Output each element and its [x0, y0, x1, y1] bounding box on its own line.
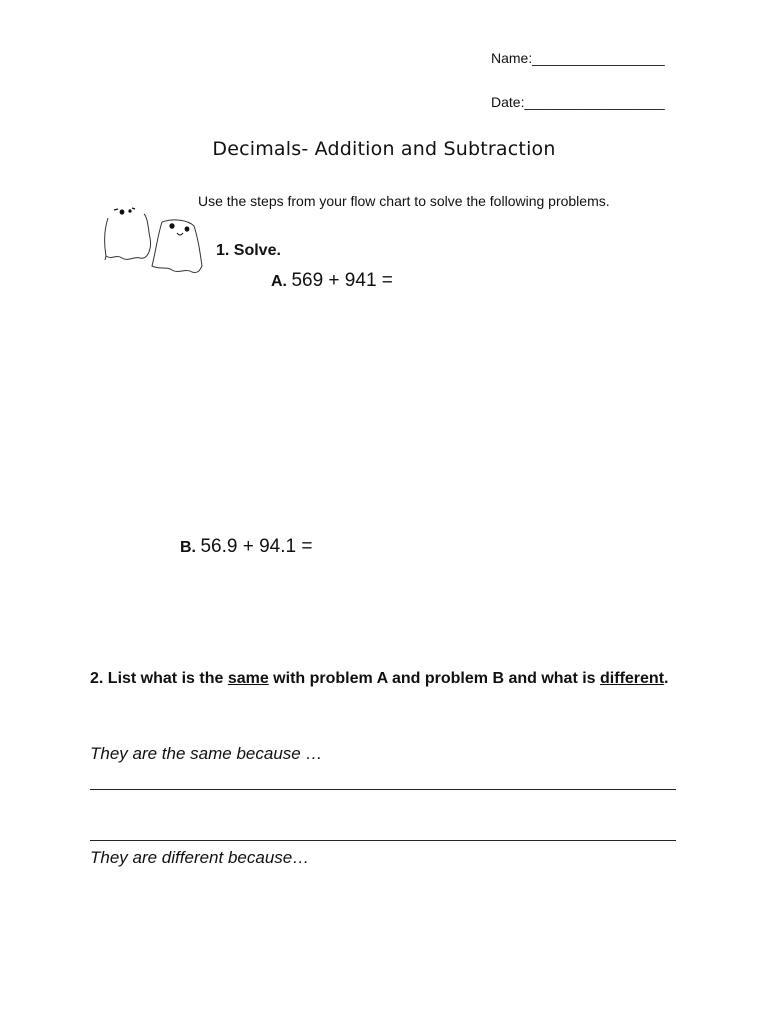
name-field-label: Name:_________________ — [491, 50, 665, 66]
ghost-right-icon — [152, 220, 202, 273]
same-keyword: same — [227, 670, 269, 687]
problem-a-expression: 569 + 941 = — [291, 270, 393, 291]
question-2-text-part3: . — [664, 670, 669, 687]
different-because-prompt: They are different because… — [90, 848, 310, 867]
answer-line-2 — [90, 840, 676, 841]
question-1-label: 1. Solve. — [216, 242, 281, 259]
worksheet-title: Decimals- Addition and Subtraction — [212, 138, 556, 160]
question-2-text-part1: 2. List what is the — [90, 670, 228, 687]
instructions-text: Use the steps from your flow chart to solve the following problems. — [198, 193, 610, 209]
ghost-left-icon — [105, 214, 151, 260]
problem-a-letter: A. — [271, 273, 287, 290]
problem-b — [180, 536, 312, 558]
different-keyword: different — [600, 670, 665, 687]
question-2-prompt — [90, 666, 690, 692]
problem-a — [271, 270, 393, 292]
same-because-prompt: They are the same because … — [90, 744, 323, 763]
ghosts-icon — [98, 200, 208, 282]
date-field-label: Date:__________________ — [491, 94, 665, 110]
problem-b-letter: B. — [180, 539, 196, 556]
question-2-text-part2: with problem A and problem B and what is — [268, 670, 601, 687]
answer-line-1 — [90, 789, 676, 790]
problem-b-expression: 56.9 + 94.1 = — [200, 536, 313, 557]
